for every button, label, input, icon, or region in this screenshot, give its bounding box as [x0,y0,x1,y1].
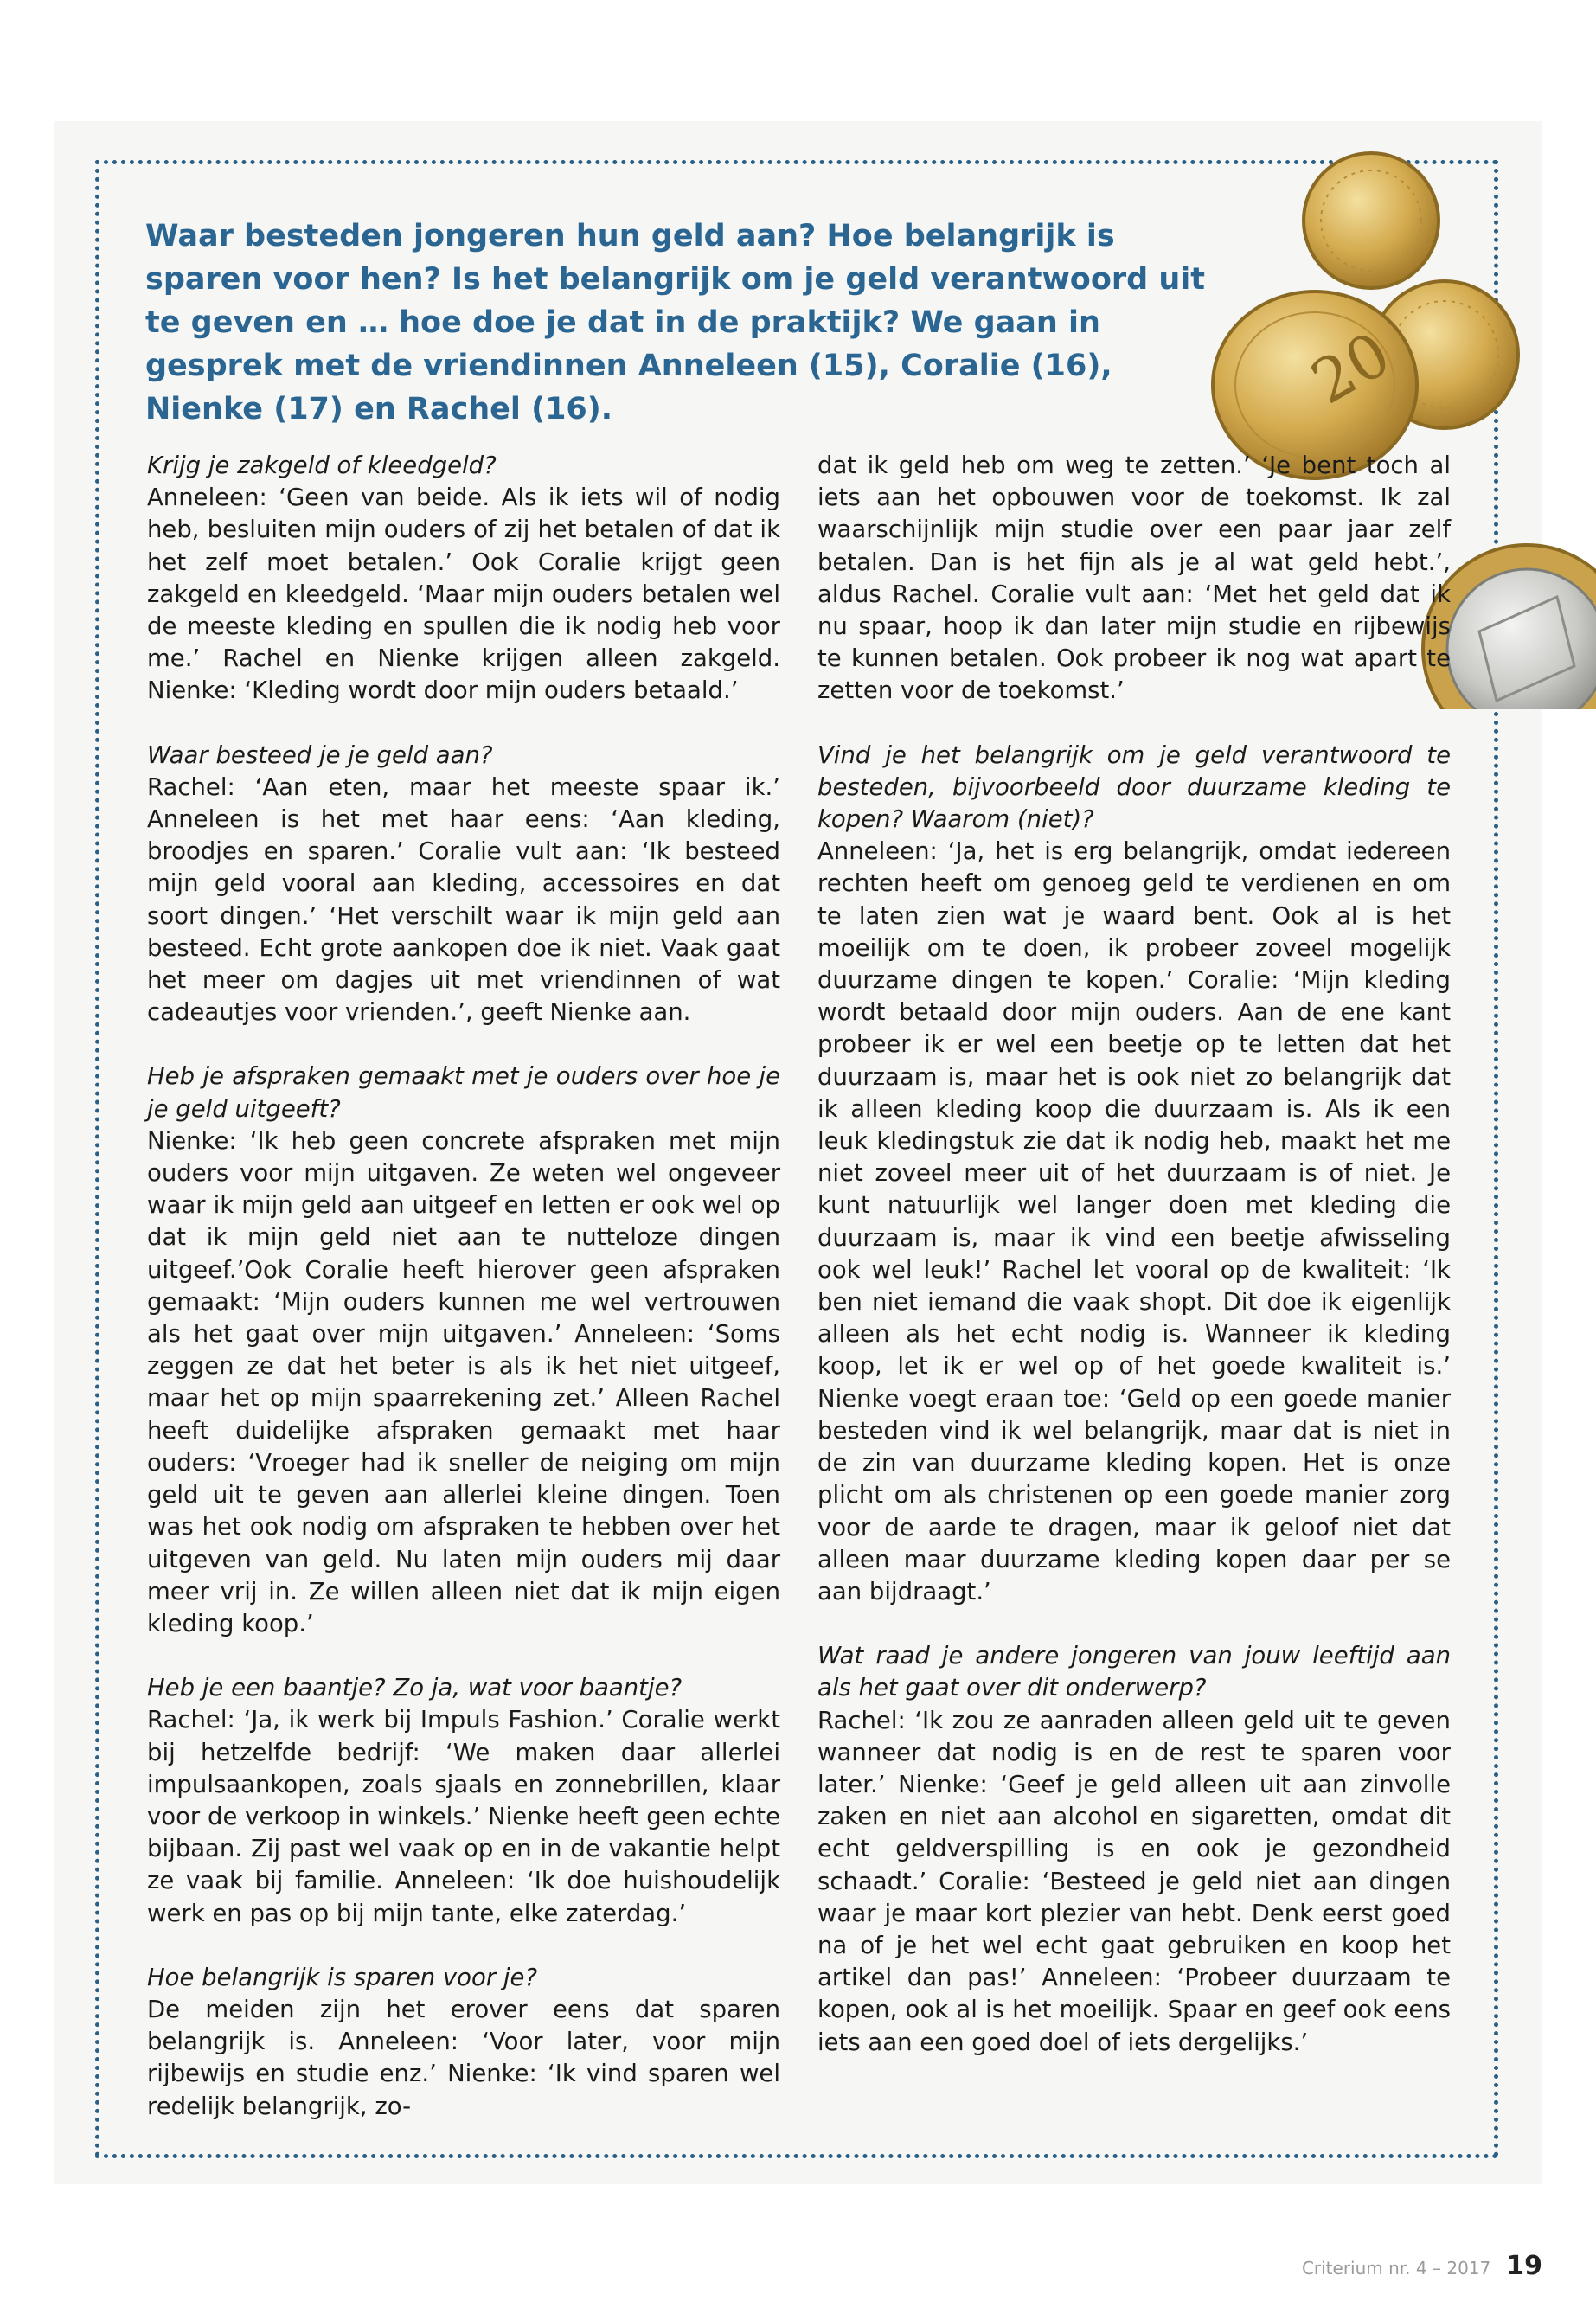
publication-label: Criterium nr. 4 – 2017 [1301,2258,1491,2279]
qa-block [817,1640,1451,2059]
answer: De meiden zijn het erover eens dat sparen belangrijk is. Anneleen: ‘Voor later, voor mijn rijbewijs en studie enz.’ Nienke: ‘Ik vind sparen wel redelijk belangrijk, zo- [147,1995,780,2120]
answer: Rachel: ‘Ja, ik werk bij Impuls Fashion.’ Coralie werkt bij hetzelfde bedrijf: ‘We maken daar allerlei impulsaankopen, zoals sjaals en zonnebrillen, klaar voor de verkoop in winkels.’ Nienke heeft geen echte bijbaan. Zij past wel vaak op en in de vakantie helpt ze vaak bij familie. Anneleen: ‘Ik doe huishoudelijk werk en pas op bij mijn tante, elke zaterdag.’ [147,1706,780,1927]
question: Krijg je zakgeld of kleedgeld? [147,452,497,479]
qa-block-continued [817,450,1451,708]
question: Vind je het belangrijk om je geld verantwoord te besteden, bijvoorbeeld door duurzame kleding te kopen? Waarom (niet)? [817,740,1451,834]
coin-denomination-label: 20 [1299,317,1402,419]
right-column [817,450,1451,2091]
question: Waar besteed je je geld aan? [147,740,493,769]
intro-text: Waar besteden jongeren hun geld aan? Hoe belangrijk is sparen voor hen? Is het belangrijk om je geld verantwoord uit te geven en … hoe doe je dat in de praktijk? We gaan in gesprek met de vriendinnen Anneleen (15), Coralie (16), Nienke (17) en Rachel (16). [145,219,1206,426]
answer: Rachel: ‘Aan eten, maar het meeste spaar ik.’ Anneleen is het met haar eens: ‘Aan kleding, broodjes en sparen.’ Coralie vult aan: ‘Ik besteed mijn geld vooral aan kleding, accessoires en dat soort dingen.’ ‘Het verschilt waar ik mijn geld aan besteed. Echt grote aankopen doe ik niet. Vaak gaat het meer om dagjes uit met vriendinnen of wat cadeautjes voor vrienden.’, geeft Nienke aan. [147,772,780,1027]
answer: Nienke: ‘Ik heb geen concrete afspraken met mijn ouders voor mijn uitgaven. Ze weten wel ongeveer waar ik mijn geld aan uitgeef en letten er ook wel op dat ik mijn geld niet aan te nutteloze dingen uitgeef.’Ook Coralie heeft hierover geen afspraken gemaakt: ‘Mijn ouders kunnen me wel vertrouwen als het gaat over mijn uitgaven.’ Anneleen: ‘Soms zeggen ze dat het beter is als ik het niet uitgeef, maar het op mijn spaarrekening zet.’ Alleen Rachel heeft duidelijke afspraken gemaakt met haar ouders: ‘Vroeger had ik sneller de neiging om mijn geld uit te geven aan allerlei kleine dingen. Toen was het ook nodig om afspraken te hebben over het uitgeven van geld. Nu laten mijn ouders mij daar meer vrij in. Ze willen alleen niet dat ik mijn eigen kleding koop.’ [147,1126,780,1638]
answer: Rachel: ‘Ik zou ze aanraden alleen geld uit te geven wanneer dat nodig is en de rest te sparen voor later.’ Nienke: ‘Geef je geld alleen uit aan zinvolle zaken en niet aan alcohol en sigaretten, omdat dit echt geldverspilling is en ook je gezondheid schaadt.’ Coralie: ‘Besteed je geld niet aan dingen waar je maar kort plezier van hebt. Denk eerst goed na of je het wel echt gaat gebruiken en koop het artikel dan pas!’ Anneleen: ‘Probeer duurzaam te kopen, ook al is het moeilijk. Spaar en geef ook eens iets aan een goed doel of iets dergelijks.’ [817,1706,1451,2056]
page-footer [1302,2251,1542,2281]
qa-block [147,1962,780,2123]
answer: dat ik geld heb om weg te zetten.’ ‘Je bent toch al iets aan het opbouwen voor de toekomst. Ik zal waarschijnlijk mijn studie over een paar jaar zelf betalen. Dan is het fijn als je al wat geld hebt.’, aldus Rachel. Coralie vult aan: ‘Met het geld dat ik nu spaar, hoop ik dan later mijn studie en rijbewijs te kunnen betalen. Ook probeer ik nog wat apart te zetten voor de toekomst.’ [817,452,1451,705]
answer: Anneleen: ‘Ja, het is erg belangrijk, omdat iedereen rechten heeft om genoeg geld te verdienen en om te laten zien wat je waard bent. Ook al is het moeilijk om te doen, ik probeer zoveel mogelijk duurzame dingen te kopen.’ Coralie: ‘Mijn kleding wordt betaald door mijn ouders. Aan de ene kant probeer ik er wel een beetje op te letten dat het duurzaam is, maar het is ook niet zo belangrijk dat ik alleen kleding koop die duurzaam is. Als ik een leuk kledingstuk zie dat ik nodig heb, maakt het me niet zoveel meer uit of het duurzaam is of niet. Je kunt natuurlijk wel langer doen met kleding die duurzaam is, maar ik vind een beetje afwisseling ook wel leuk!’ Rachel let vooral op de kwaliteit: ‘Ik ben niet iemand die vaak shopt. Dit doe ik eigenlijk alleen als het echt nodig is. Wanneer ik kleding koop, let ik er wel op of het goede kwaliteit is.’ Nienke voegt eraan toe: ‘Geld op een goede manier besteden vind ik wel belangrijk, maar dat is niet in de zin van duurzame kleding kopen. Het is onze plicht om als christenen op een goede manier zorg voor de aarde te dragen, maar ik geloof niet dat alleen maar duurzame kleding kopen daar per se aan bijdraagt.’ [817,837,1451,1606]
qa-block [147,1672,780,1930]
left-column [147,450,780,2155]
qa-block [147,740,780,1029]
question: Heb je een baantje? Zo ja, wat voor baantje? [147,1674,683,1702]
question: Hoe belangrijk is sparen voor je? [147,1963,538,1991]
qa-block [147,450,780,708]
coin-top [1304,153,1439,288]
question: Wat raad je andere jongeren van jouw leeftijd aan als het gaat over dit onderwerp? [817,1642,1451,1702]
qa-block [817,740,1451,1608]
page-number: 19 [1506,2251,1542,2281]
question: Heb je afspraken gemaakt met je ouders over hoe je je geld uitgeeft? [147,1062,780,1123]
qa-block [147,1061,780,1640]
answer: Anneleen: ‘Geen van beide. Als ik iets wil of nodig heb, besluiten mijn ouders of zij het betalen of dat ik het zelf moet betalen.’ Ook Coralie krijgt geen zakgeld en kleedgeld. ‘Maar mijn ouders betalen wel de meeste kleding en spullen die ik nodig heb voor me.’ Rachel en Nienke krijgen alleen zakgeld. Nienke: ‘Kleding wordt door mijn ouders betaald.’ [147,484,780,705]
